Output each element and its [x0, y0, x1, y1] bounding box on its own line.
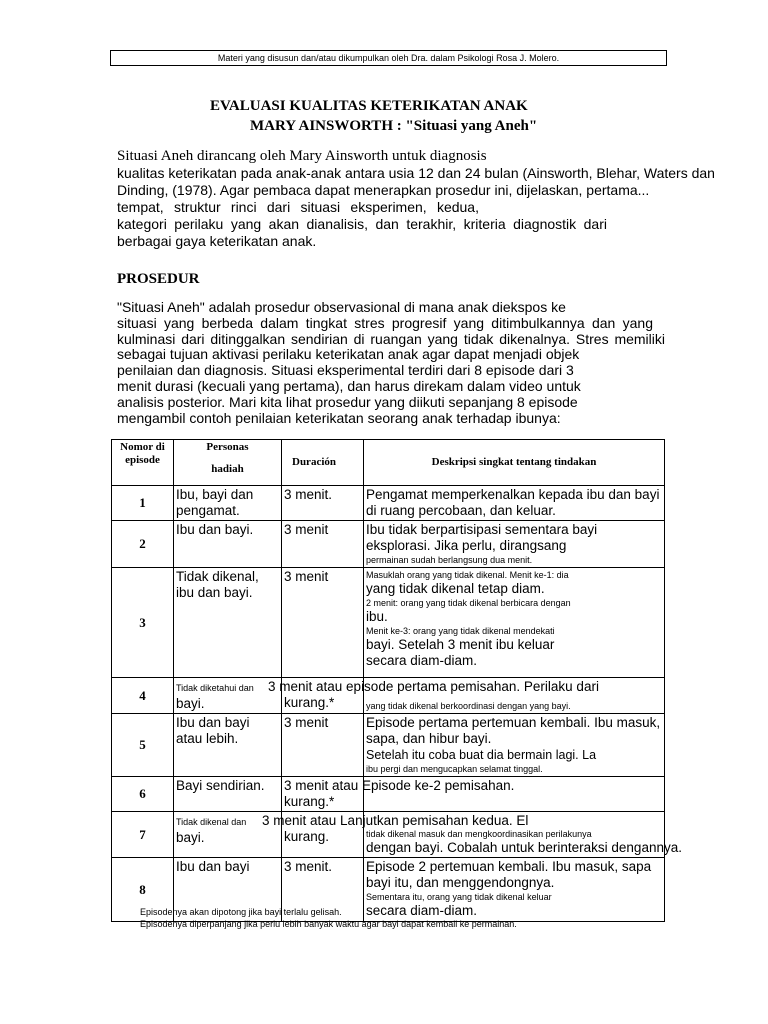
intro-line: Situasi Aneh dirancang oleh Mary Ainsworth untuk diagnosis	[117, 148, 487, 164]
procedure-line: "Situasi Aneh" adalah prosedur observasional di mana anak diekspos ke	[117, 299, 566, 315]
description-small: Menit ke-3: orang yang tidak dikenal mendekati	[366, 626, 555, 636]
personas-cell: Tidak dikenal, ibu dan bayi.	[174, 568, 282, 678]
header-note: Materi yang disusun dan/atau dikumpulkan oleh Dra. dalam Psikologi Rosa J. Molero.	[110, 50, 667, 66]
personas-text: bayi.	[176, 696, 205, 711]
duration-text-2: kurang.*	[284, 794, 335, 809]
personas-cell: Ibu dan bayi.	[174, 521, 282, 568]
description-text: ibu.	[366, 609, 388, 624]
description-cell	[364, 714, 665, 777]
description-small: yang tidak dikenal berkoordinasi dengan yang bayi.	[366, 701, 571, 711]
personas-cell	[174, 678, 282, 714]
table-row	[112, 568, 665, 678]
description-text: Episode pertama pertemuan kembali. Ibu masuk, sapa, dan hibur bayi.	[366, 715, 661, 746]
duration-text: 3 menit atau episode pertama pemisahan. Perilaku dari	[268, 679, 599, 694]
duration-cell: 3 menit.	[282, 486, 364, 521]
personas-cell: Bayi sendirian.	[174, 777, 282, 812]
section-heading: PROSEDUR	[117, 271, 200, 287]
procedure-line: kulminasi dari ditinggalkan sendirian di ruangan yang tidak dikenalnya. Stres memiliki	[117, 330, 665, 347]
procedure-line: analisis posterior. Mari kita lihat prosedur yang diikuti sepanjang 8 episode	[117, 393, 578, 410]
personas-cell: Ibu, bayi dan pengamat.	[174, 486, 282, 521]
description-small: Masuklah orang yang tidak dikenal. Menit ke-1: dia	[366, 570, 569, 580]
episode-number: 5	[112, 714, 174, 777]
table-row	[112, 777, 665, 812]
duration-cell: 3 menit	[282, 568, 364, 678]
duration-cell	[282, 777, 515, 812]
episodes-table	[111, 439, 682, 922]
page-title: EVALUASI KUALITAS KETERIKATAN ANAK	[210, 98, 528, 114]
duration-text-2: kurang.*	[284, 695, 335, 710]
description-text: Episode 2 pertemuan kembali. Ibu masuk, sapa bayi itu, dan menggendongnya.	[366, 859, 652, 890]
table-header-row	[112, 440, 665, 486]
personas-text: bayi.	[176, 830, 205, 845]
footnote: Episodenya akan dipotong jika bayi terlalu gelisah.	[140, 907, 342, 917]
episode-number: 4	[112, 678, 174, 714]
footnotes	[140, 906, 517, 930]
description-text: yang tidak dikenal tetap diam.	[366, 581, 545, 596]
description-text-2: Setelah itu coba buat dia bermain lagi. La	[366, 748, 597, 762]
header-personas-label: Personas	[206, 441, 249, 453]
intro-line: kategori perilaku yang akan dianalisis, dan terakhir, kriteria diagnostik dari	[117, 216, 607, 232]
table-row	[112, 714, 665, 777]
header-deskripsi: Deskripsi singkat tentang tindakan	[364, 440, 665, 486]
header-personas	[174, 440, 282, 486]
header-hadiah-label: hadiah	[211, 463, 244, 475]
personas-cell: Ibu dan bayi	[174, 858, 282, 922]
duration-cell: 3 menit.	[282, 858, 364, 922]
personas-small: Tidak dikenal dan	[176, 817, 247, 827]
duration-text: 3 menit atau Episode ke-2 pemisahan.	[284, 778, 515, 793]
description-small: Sementara itu, orang yang tidak dikenal keluar	[366, 892, 552, 902]
table-row	[112, 812, 665, 858]
episode-number: 8	[112, 858, 174, 922]
personas-small: Tidak diketahui dan	[176, 683, 254, 693]
episode-number: 7	[112, 812, 174, 858]
description-text-2: dengan bayi. Cobalah untuk berinteraksi dengannya.	[366, 840, 682, 855]
intro-line: tempat, struktur rinci dari situasi eksperimen, kedua,	[117, 199, 479, 215]
procedure-paragraph	[117, 300, 665, 426]
description-cell	[364, 568, 665, 678]
table-row	[112, 678, 665, 714]
intro-line: Dinding, (1978). Agar pembaca dapat menerapkan prosedur ini, dijelaskan, pertama...	[117, 182, 650, 198]
procedure-line: mengambil contoh penilaian keterikatan seorang anak terhadap ibunya:	[117, 409, 561, 426]
description-cell	[364, 521, 665, 568]
description-text: Ibu tidak berpartisipasi sementara bayi eksplorasi. Jika perlu, dirangsang	[366, 522, 598, 553]
header-nomor: Nomor di episode	[112, 440, 174, 486]
table-row	[112, 521, 665, 568]
description-cell: Pengamat memperkenalkan kepada ibu dan bayi di ruang percobaan, dan keluar.	[364, 486, 665, 521]
episode-number: 3	[112, 568, 174, 678]
duration-text-2: kurang.	[284, 829, 330, 844]
procedure-line: situasi yang berbeda dalam tingkat stres progresif yang ditimbulkannya dan yang	[117, 314, 653, 331]
intro-line: berbagai gaya keterikatan anak.	[117, 233, 317, 249]
episode-number: 2	[112, 521, 174, 568]
description-small: ibu pergi dan mengucapkan selamat tinggal.	[366, 764, 543, 774]
description-small: permainan sudah berlangsung dua menit.	[366, 555, 533, 565]
description-text-2: secara diam-diam.	[366, 903, 478, 918]
duration-text: 3 menit atau Lanjutkan pemisahan kedua. El	[262, 813, 529, 828]
intro-paragraph	[117, 148, 715, 250]
description-small: 2 menit: orang yang tidak dikenal berbicara dengan	[366, 598, 571, 608]
duration-cell: 3 menit	[282, 521, 364, 568]
footnote: Episodenya diperpanjang jika perlu lebih banyak waktu agar bayi dapat kembali ke permainan.	[140, 919, 517, 929]
description-text: secara diam-diam.	[366, 653, 478, 668]
procedure-line: penilaian dan diagnosis. Situasi eksperimental terdiri dari 8 episode dari 3	[117, 362, 574, 379]
page-subtitle: MARY AINSWORTH : "Situasi yang Aneh"	[250, 118, 538, 134]
procedure-line: sebagai tujuan aktivasi perilaku keterikatan anak agar dapat menjadi objek	[117, 346, 580, 363]
table-row	[112, 486, 665, 521]
episode-number: 1	[112, 486, 174, 521]
personas-cell: Ibu dan bayi atau lebih.	[174, 714, 282, 777]
duration-cell: 3 menit	[282, 714, 364, 777]
procedure-line: menit durasi (kecuali yang pertama), dan harus direkam dalam video untuk	[117, 377, 581, 394]
episode-number: 6	[112, 777, 174, 812]
header-duracion: Duración	[282, 440, 364, 486]
description-text: bayi. Setelah 3 menit ibu keluar	[366, 637, 555, 652]
intro-line: kualitas keterikatan pada anak-anak antara usia 12 dan 24 bulan (Ainsworth, Blehar, Waters dan	[117, 165, 715, 181]
description-small: tidak dikenal masuk dan mengkoordinasikan perilakunya	[366, 829, 592, 839]
